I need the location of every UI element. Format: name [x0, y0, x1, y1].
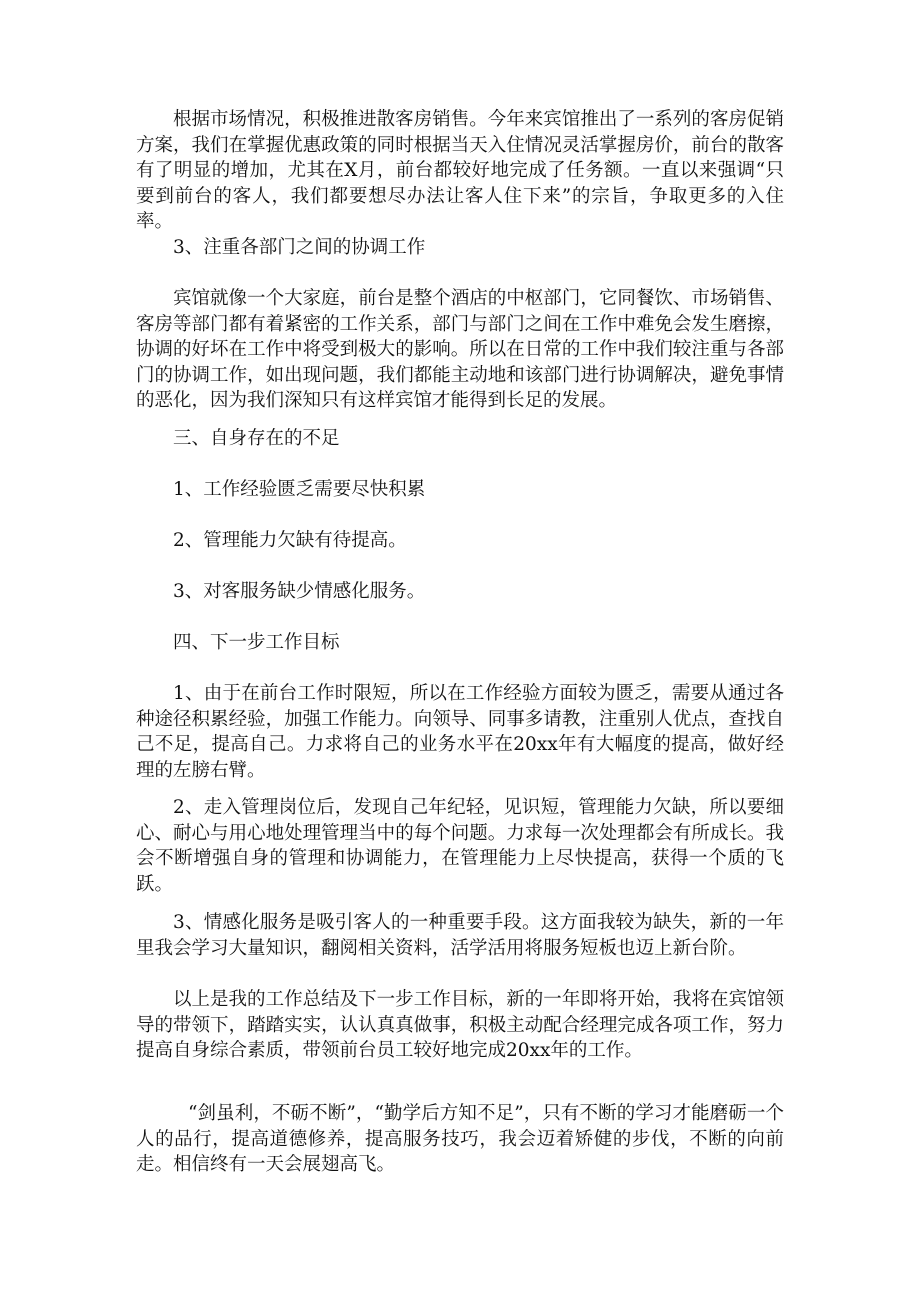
paragraph-room-sales: 根据市场情况，积极推进散客房销售。今年来宾馆推出了一系列的客房促销方案，我们在掌握优惠政策的同时根据当天入住情况灵活掌握房价，前台的散客有了明显的增加，尤其在X月，前台都较好地完成了任务额。一直以来强调“只要到前台的客人，我们都要想尽办法让客人住下来”的宗旨，争取更多的入住率。 — [136, 109, 784, 232]
list-item-shortcoming-1: 1、工作经验匮乏需要尽快积累 — [173, 479, 426, 500]
paragraph-closing-quote: “剑虽利，不砺不断”，“勤学后方知不足”，只有不断的学习才能磨砺一个人的品行，提高道德修养，提高服务技巧，我会迈着矫健的步伐，不断的向前走。相信终有一天会展翅高飞。 — [136, 1103, 784, 1175]
paragraph-coordination: 宾馆就像一个大家庭，前台是整个酒店的中枢部门，它同餐饮、市场销售、客房等部门都有着紧密的工作关系，部门与部门之间在工作中难免会发生磨擦，协调的好坏在工作中将受到极大的影响。所以在日常的工作中我们较注重与各部门的协调工作，如出现问题，我们都能主动地和该部门进行协调解决，避免事情的恶化，因为我们深知只有这样宾馆才能得到长足的发展。 — [136, 288, 784, 411]
paragraph-goal-2: 2、走入管理岗位后，发现自己年纪轻，见识短，管理能力欠缺，所以要细心、耐心与用心地处理管理当中的每个问题。力求每一次处理都会有所成长。我会不断增强自身的管理和协调能力，在管理能力上尽快提高，获得一个质的飞跃。 — [136, 797, 784, 895]
section-heading-shortcomings: 三、自身存在的不足 — [173, 428, 340, 449]
section-heading-next-goals: 四、下一步工作目标 — [173, 632, 340, 653]
paragraph-summary: 以上是我的工作总结及下一步工作目标，新的一年即将开始，我将在宾馆领导的带领下，踏踏实实，认认真真做事，积极主动配合经理完成各项工作，努力提高自身综合素质，带领前台员工较好地完成20xx年的工作。 — [136, 989, 784, 1061]
list-item-shortcoming-3: 3、对客服务缺少情感化服务。 — [173, 581, 426, 602]
subheading-coordination: 3、注重各部门之间的协调工作 — [173, 237, 426, 258]
paragraph-goal-3: 3、情感化服务是吸引客人的一种重要手段。这方面我较为缺失，新的一年里我会学习大量知识，翻阅相关资料，活学活用将服务短板也迈上新台阶。 — [136, 912, 784, 959]
list-item-shortcoming-2: 2、管理能力欠缺有待提高。 — [173, 530, 407, 551]
paragraph-goal-1: 1、由于在前台工作时限短，所以在工作经验方面较为匮乏，需要从通过各种途径积累经验，加强工作能力。向领导、同事多请教，注重别人优点，查找自己不足，提高自己。力求将自己的业务水平在20xx年有大幅度的提高，做好经理的左膀右臂。 — [136, 683, 784, 781]
